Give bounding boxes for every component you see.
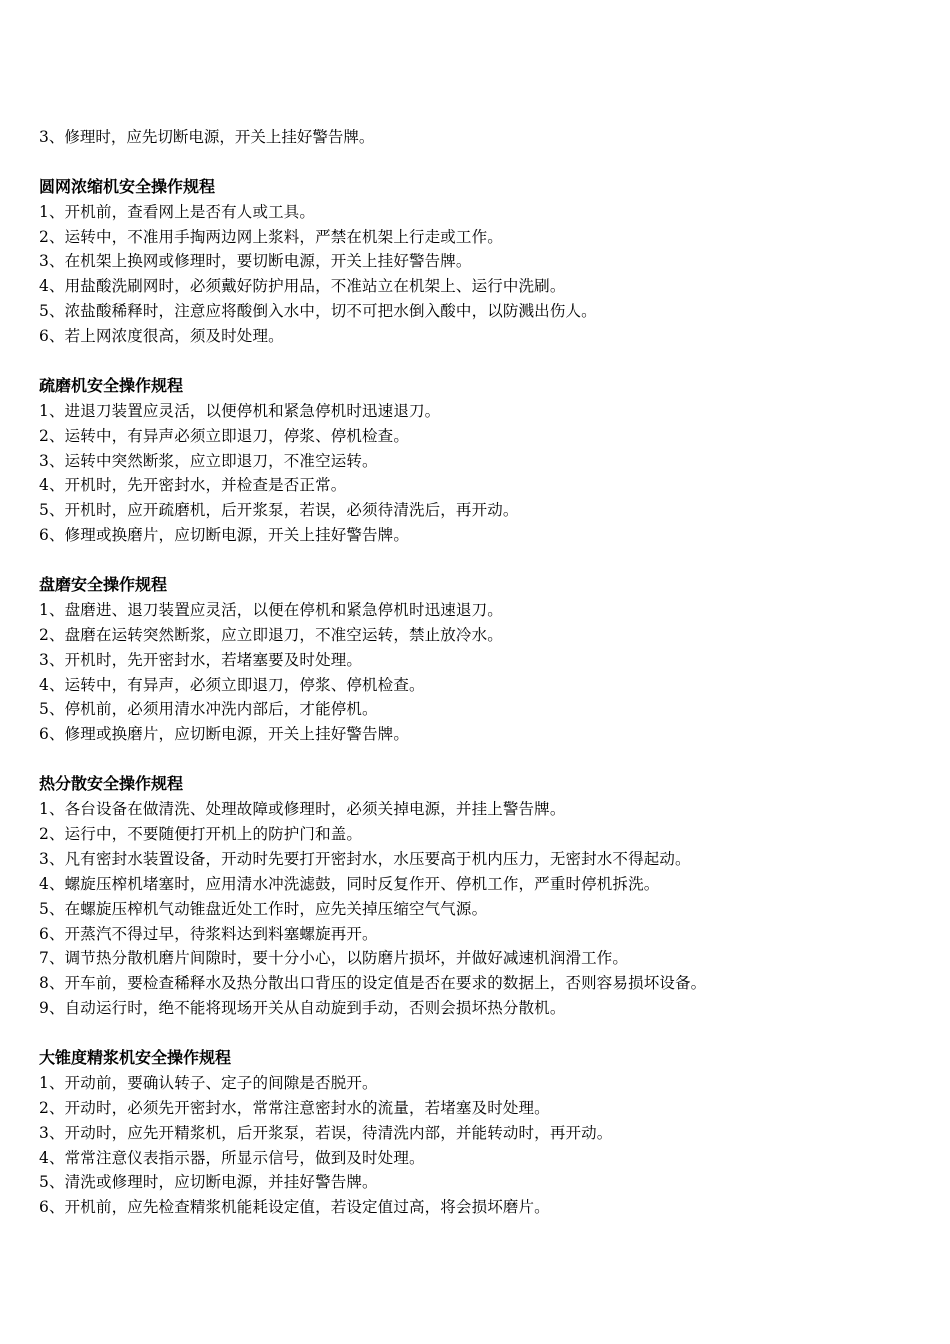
section-title: 大锥度精浆机安全操作规程 — [39, 1047, 232, 1067]
rule-item: 3、开机时，先开密封水，若堵塞要及时处理。 — [39, 650, 363, 669]
rule-item: 5、浓盐酸稀释时，注意应将酸倒入水中，切不可把水倒入酸中，以防溅出伤人。 — [39, 302, 597, 321]
rule-item: 1、开机前，查看网上是否有人或工具。 — [39, 202, 316, 221]
rule-item: 4、用盐酸洗刷网时，必须戴好防护用品，不准站立在机架上、运行中洗刷。 — [39, 277, 566, 296]
section-title: 疏磨机安全操作规程 — [39, 375, 184, 395]
rule-item: 5、在螺旋压榨机气动锥盘近处工作时，应先关掉压缩空气气源。 — [39, 899, 488, 918]
section-title: 热分散安全操作规程 — [39, 774, 184, 794]
rule-item: 2、开动时，必须先开密封水，常常注意密封水的流量，若堵塞及时处理。 — [39, 1098, 550, 1117]
section-drum-thickener — [39, 175, 919, 349]
rule-item: 6、修理或换磨片，应切断电源，开关上挂好警告牌。 — [39, 725, 409, 744]
rule-item: 6、修理或换磨片，应切断电源，开关上挂好警告牌。 — [39, 526, 409, 545]
section-disc-refiner — [39, 573, 919, 747]
rule-item: 6、开蒸汽不得过早，待浆料达到料塞螺旋再开。 — [39, 924, 378, 943]
rule-item: 9、自动运行时，绝不能将现场开关从自动旋到手动，否则会损坏热分散机。 — [39, 999, 566, 1018]
rule-item: 1、各台设备在做清洗、处理故障或修理时，必须关掉电源，并挂上警告牌。 — [39, 800, 566, 819]
rule-item: 3、运转中突然断浆，应立即退刀，不准空运转。 — [39, 451, 378, 470]
rule-item: 6、若上网浓度很高，须及时处理。 — [39, 327, 284, 346]
rule-item: 7、调节热分散机磨片间隙时，要十分小心，以防磨片损坏，并做好减速机润滑工作。 — [39, 949, 629, 968]
document-page — [39, 125, 919, 1220]
rule-item: 2、运转中，不准用手掏两边网上浆料，严禁在机架上行走或工作。 — [39, 227, 503, 246]
rule-item: 8、开车前，要检查稀释水及热分散出口背压的设定值是否在要求的数据上，否则容易损坏设备。 — [39, 974, 707, 993]
section-deflaker — [39, 374, 919, 548]
rule-item: 4、常常注意仪表指示器，所显示信号，做到及时处理。 — [39, 1148, 425, 1167]
rule-item: 6、开机前，应先检查精浆机能耗设定值，若设定值过高，将会损坏磨片。 — [39, 1198, 550, 1217]
rule-item: 1、进退刀装置应灵活，以便停机和紧急停机时迅速退刀。 — [39, 401, 441, 420]
rule-item: 5、开机时，应开疏磨机，后开浆泵，若误，必须待清洗后，再开动。 — [39, 501, 519, 520]
rule-item: 3、凡有密封水装置设备，开动时先要打开密封水，水压要高于机内压力，无密封水不得起动。 — [39, 849, 691, 868]
rule-item: 3、开动时，应先开精浆机，后开浆泵，若误，待清洗内部，并能转动时，再开动。 — [39, 1123, 613, 1142]
section-title: 圆网浓缩机安全操作规程 — [39, 176, 216, 196]
rule-item: 4、开机时，先开密封水，并检查是否正常。 — [39, 476, 347, 495]
rule-item: 1、开动前，要确认转子、定子的间隙是否脱开。 — [39, 1073, 378, 1092]
section-conical-refiner — [39, 1046, 919, 1220]
rule-item: 4、螺旋压榨机堵塞时，应用清水冲洗滤鼓，同时反复作开、停机工作，严重时停机拆洗。 — [39, 874, 660, 893]
section-heat-disperser — [39, 772, 919, 1021]
rule-item: 2、运转中，有异声必须立即退刀，停浆、停机检查。 — [39, 426, 409, 445]
section-title: 盘磨安全操作规程 — [39, 575, 168, 595]
rule-item: 3、在机架上换网或修理时，要切断电源，开关上挂好警告牌。 — [39, 252, 472, 271]
intro-rule-item: 3、修理时，应先切断电源，开关上挂好警告牌。 — [39, 128, 375, 146]
rule-item: 4、运转中，有异声，必须立即退刀，停浆、停机检查。 — [39, 675, 425, 694]
rule-item: 1、盘磨进、退刀装置应灵活，以便在停机和紧急停机时迅速退刀。 — [39, 600, 503, 619]
rule-item: 5、停机前，必须用清水冲洗内部后，才能停机。 — [39, 700, 378, 719]
rule-item: 5、清洗或修理时，应切断电源，并挂好警告牌。 — [39, 1173, 378, 1192]
rule-item: 2、运行中，不要随便打开机上的防护门和盖。 — [39, 824, 363, 843]
rule-item: 2、盘磨在运转突然断浆，应立即退刀，不准空运转，禁止放冷水。 — [39, 625, 503, 644]
